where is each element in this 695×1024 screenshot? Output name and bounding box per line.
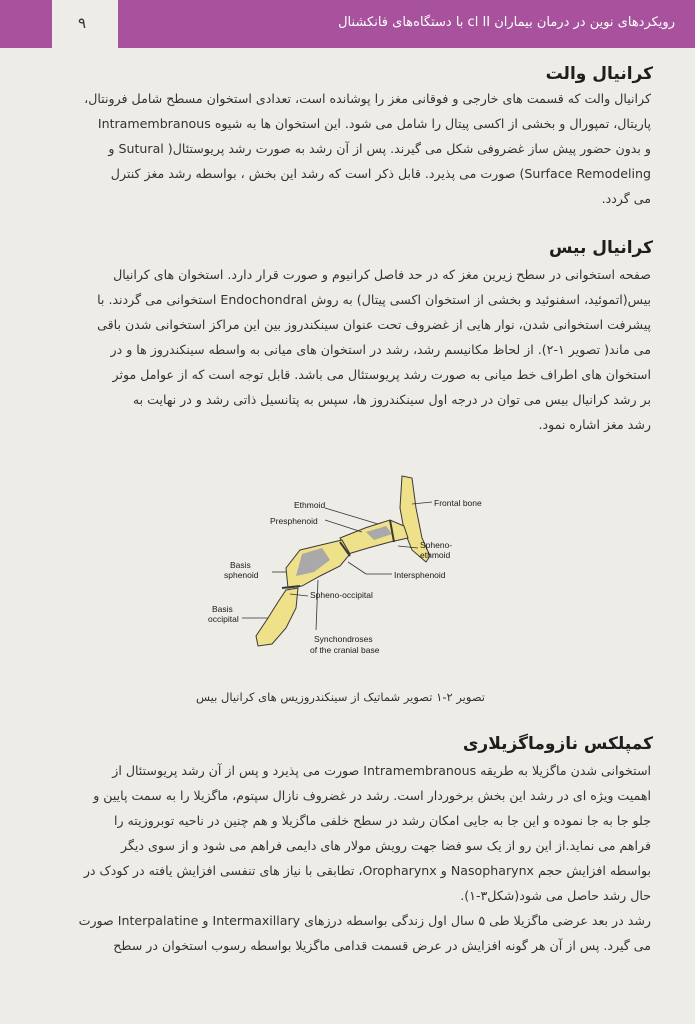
text-line: رشد در بعد عرضی ماگزیلا طی ۵ سال اول زندگی بواسطه درزهای Intermaxillary و Interpalatine صورت [78,913,651,928]
label-basis-sphenoid-1: Basis [230,560,251,570]
text-line: جلو جا به جا نموده و این جا به جایی امکان رشد در سطح خلفی ماگزیلا و هم چنین در ناحیه توبروزیته را [113,813,651,828]
label-basis-occipital-2: occipital [208,614,239,624]
label-frontal-bone: Frontal bone [434,498,482,508]
label-spheno-ethmoid-1: Spheno- [420,540,453,550]
text-line: بیس(اتموئید، اسفنوئید و بخشی از استخوان اکسی پیتال) به روش Endochondral استخوانی می گردند. با [97,292,651,307]
label-synchondroses-2: of the cranial base [310,645,380,655]
paragraph-cranial-base [42,262,651,437]
text-line: پاریتال، تمپورال و بخشی از اکسی پیتال را شامل می شود. این استخوان ها به شیوه Intramembranous [97,116,651,131]
paragraph-nasomaxillary [42,758,651,958]
label-basis-occipital-1: Basis [212,604,233,614]
text-line: استخوان های اطراف خط میانی به صورت رشد پریوستئال می باشد. قابل توجه است که از عوامل موثر [112,367,651,382]
text-line: می گردد. [601,191,651,206]
label-spheno-ethmoid-2: ethmoid [420,550,451,560]
text-line: رشد مغز اشاره نمود. [538,417,651,432]
running-title: رویکردهای نوین در درمان بیماران cl II با دستگاه‌های فانکشنال [338,15,675,30]
text-line: فراهم می نماید.از این رو از یک سو فضا جهت رویش مولار های دایمی فراهم می شود و از سوی دیگر [121,838,651,853]
label-synchondroses-1: Synchondroses [314,634,373,644]
label-intersphenoid: Intersphenoid [394,570,446,580]
section-title-cranial-base: کرانیال بیس [548,238,653,258]
text-line: می گیرد. پس از آن هر گونه افزایش در عرض قسمت قدامی ماگزیلا بواسطه رسوب استخوان در سطح [113,938,651,953]
label-ethmoid: Ethmoid [294,500,326,510]
label-basis-sphenoid-2: sphenoid [224,570,259,580]
text-line: اهمیت ویژه ای در رشد این بخش برخوردار است. رشد در غضروف نازال سپتوم، ماگزیلا را به سمت پایین و [93,788,651,803]
label-spheno-occipital: Spheno-occipital [310,590,373,600]
figure-caption: تصویر ۲-۱ تصویر شماتیک از سینکندروزیس های کرانیال بیس [195,690,485,704]
text-line: می ماند( تصویر ۱-۲). از لحاظ مکانیسم رشد، رشد در استخوان های میانی به واسطه سینکندروز ها و در [110,342,651,357]
section-title-nasomaxillary: کمپلکس نازوماگزیلاری [462,734,653,754]
section-title-cranial-vault: کرانیال والت [545,64,653,84]
text-line: Surface Remodeling) صورت می پذیرد. قابل ذکر است که رشد این بخش ، بواسطه رشد مغز کنترل [110,166,651,181]
text-line: صفحه استخوانی در سطح زیرین مغز که در حد فاصل کرانیوم و صورت قرار دارد. استخوان های کرانیال [113,267,651,282]
text-line: بواسطه افزایش حجم Nasopharynx و Oropharynx، تطابقی با نیاز های تنفسی افزایش یافته در کودک در [83,863,651,878]
text-line: پیشرفت استخوانی شدن، نوار هایی از غضروف تحت عنوان سینکندروز بین این مراکز استخوانی شدن باقی [97,317,651,332]
paragraph-cranial-vault [42,86,651,211]
text-line: حال رشد حاصل می شود(شکل۳-۱). [460,888,651,903]
page-number: ۹ [78,14,87,32]
label-presphenoid: Presphenoid [270,516,318,526]
occipital-shape [256,588,298,646]
text-line: استخوانی شدن ماگزیلا به طریقه Intramembranous صورت می پذیرد و پس از آن رشد پریوستئال از [112,763,651,778]
text-line: کرانیال والت که قسمت های خارجی و فوقانی مغز را پوشانده است، تعدادی استخوان مسطح شامل فرونتال، [84,91,651,106]
cranial-base-figure [190,468,490,668]
text-line: بر رشد کرانیال بیس می توان در درجه اول سینکندروز ها، سپس به پتانسیل ذاتی رشد و در نهایت به [132,392,651,407]
text-line: و بدون حضور پیش ساز غضروفی شکل می گیرند. پس از آن رشد به صورت رشد پریوستئال( Sutural و [108,141,651,156]
